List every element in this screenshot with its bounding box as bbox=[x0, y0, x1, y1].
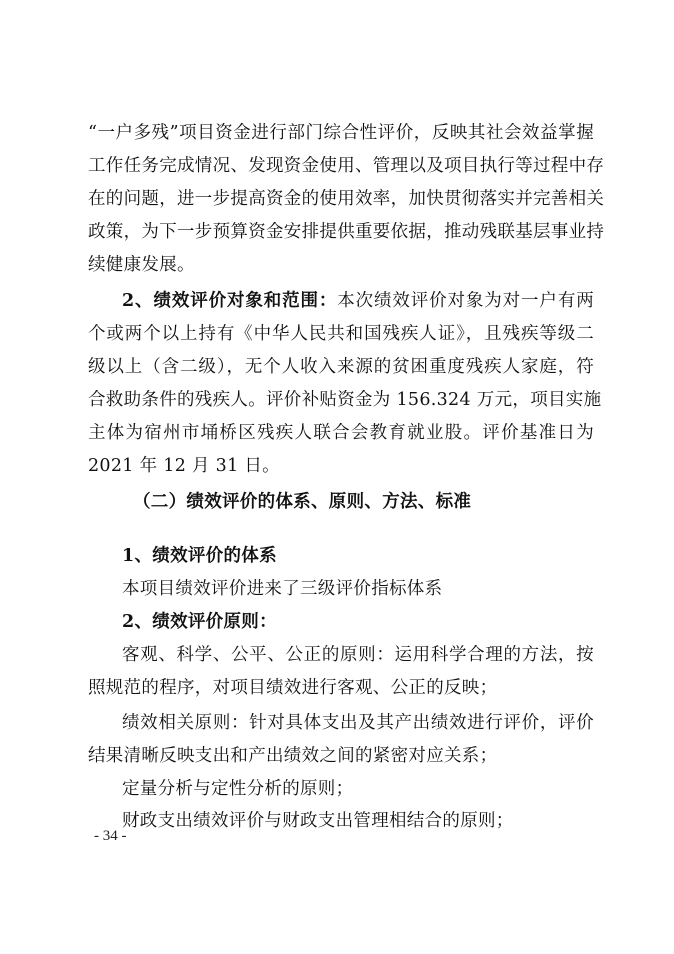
principle-line: 定量分析与定性分析的原则； bbox=[122, 779, 354, 799]
paragraph-line: “一户多残”项目资金进行部门综合性评价，反映其社会效益掌握 bbox=[88, 123, 594, 143]
principle-line: 财政支出绩效评价与财政支出管理相结合的原则； bbox=[122, 811, 514, 831]
subsection-1-label: 1、绩效评价的体系 bbox=[122, 546, 277, 566]
principle-line: 结果清晰反映支出和产出绩效之间的紧密对应关系； bbox=[88, 746, 498, 766]
paragraph-line: 2021 年 12 月 31 日。 bbox=[88, 456, 280, 476]
paragraph-line: 工作任务完成情况、发现资金使用、管理以及项目执行等过程中存 bbox=[88, 156, 605, 176]
principle-line: 客观、科学、公平、公正的原则：运用科学合理的方法，按 bbox=[122, 645, 594, 665]
section-2-first-line bbox=[122, 290, 594, 312]
paragraph-line: 在的问题，进一步提高资金的使用效率，加快贯彻落实并完善相关 bbox=[88, 189, 605, 209]
subsection-1-text: 本项目绩效评价进来了三级评价指标体系 bbox=[122, 579, 443, 599]
paragraph-line: 级以上（含二级），无个人收入来源的贫困重度残疾人家庭，符 bbox=[88, 357, 594, 377]
paragraph-line: 个或两个以上持有《中华人民共和国残疾人证》，且残疾等级二 bbox=[88, 324, 594, 344]
page-number: - 34 - bbox=[94, 828, 127, 844]
principle-line: 绩效相关原则：针对具体支出及其产出绩效进行评价，评价 bbox=[122, 713, 594, 733]
principle-line: 照规范的程序，对项目绩效进行客观、公正的反映； bbox=[88, 678, 498, 698]
section-heading: （二）绩效评价的体系、原则、方法、标准 bbox=[133, 492, 472, 512]
section-2-label: 2、绩效评价对象和范围： bbox=[122, 291, 338, 311]
paragraph-line: 政策，为下一步预算资金安排提供重要依据，推动残联基层事业持 bbox=[88, 222, 605, 242]
subsection-2-label: 2、绩效评价原则： bbox=[122, 612, 277, 632]
section-2-text: 本次绩效评价对象为对一户有两 bbox=[337, 291, 594, 311]
paragraph-line: 主体为宿州市埇桥区残疾人联合会教育就业股。评价基准日为 bbox=[88, 423, 594, 443]
paragraph-line: 合救助条件的残疾人。评价补贴资金为 156.324 万元，项目实施 bbox=[88, 390, 602, 410]
paragraph-line: 续健康发展。 bbox=[88, 255, 195, 275]
